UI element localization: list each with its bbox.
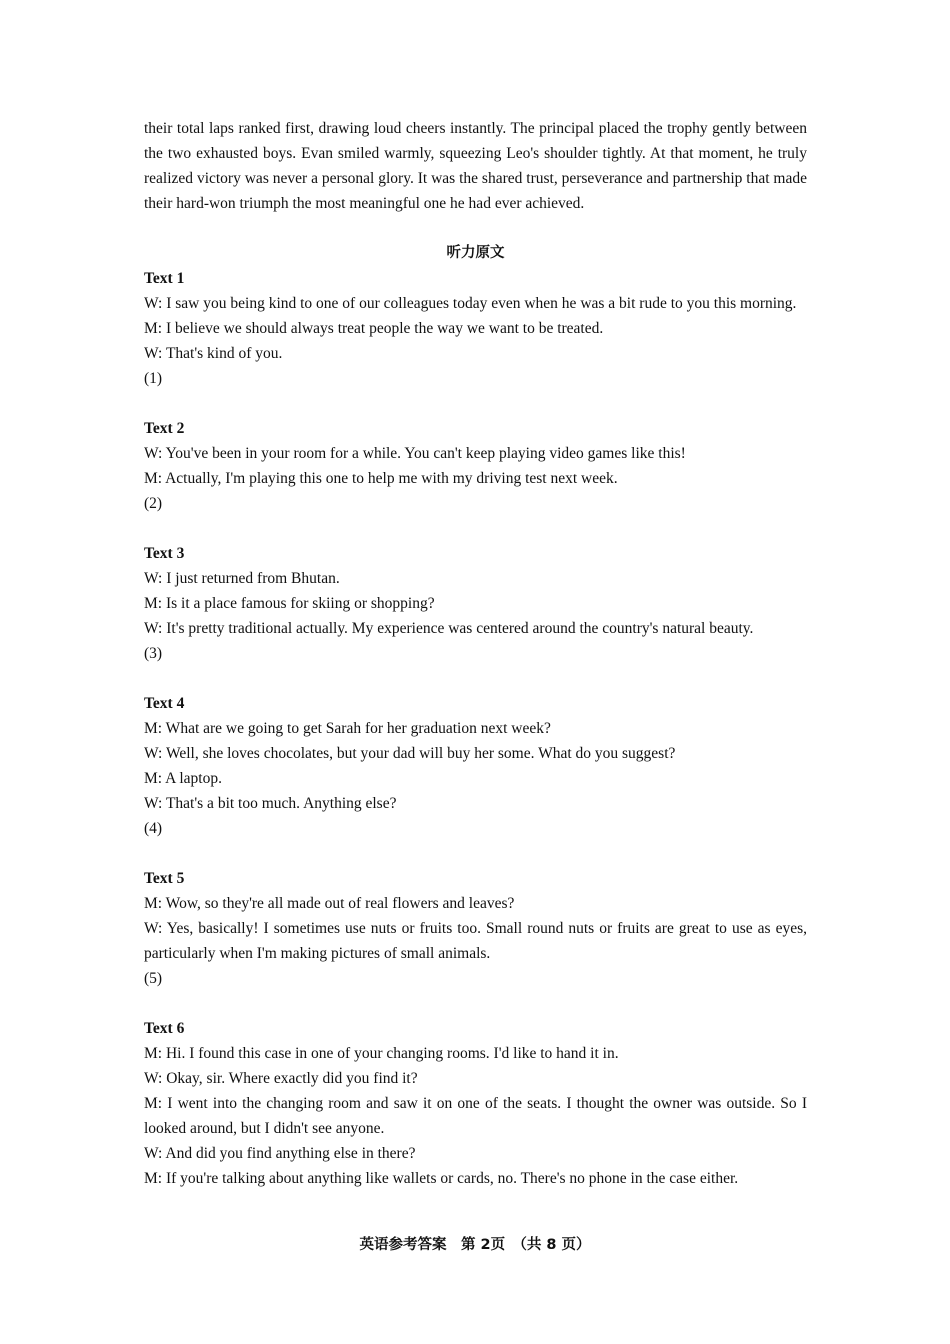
page-footer: 英语参考答案 第 2页 （共 8 页） bbox=[359, 1237, 591, 1253]
dialogue-line: M: Actually, I'm playing this one to help me with my driving test next week. bbox=[144, 470, 618, 487]
dialogue-line: W: That's kind of you. bbox=[144, 345, 283, 362]
question-number: (1) bbox=[144, 370, 163, 387]
dialogue-line: M: Hi. I found this case in one of your changing rooms. I'd like to hand it in. bbox=[144, 1045, 619, 1062]
dialogue-line: M: What are we going to get Sarah for her graduation next week? bbox=[144, 720, 551, 737]
text-6-heading: Text 6 bbox=[144, 1020, 185, 1037]
text-1-heading: Text 1 bbox=[144, 270, 185, 287]
dialogue-line: W: You've been in your room for a while. You can't keep playing video games like this! bbox=[144, 445, 686, 462]
dialogue-line: W: I saw you being kind to one of our colleagues today even when he was a bit rude to you this morning. bbox=[144, 295, 797, 312]
section-title: 听力原文 bbox=[446, 245, 505, 261]
question-number: (5) bbox=[144, 970, 163, 987]
text-5-block bbox=[144, 866, 807, 991]
intro-paragraph: their total laps ranked first, drawing loud cheers instantly. The principal placed the trophy gently between the two exhausted boys. Evan smiled warmly, squeezing Leo's shoulder tightly. At that moment, he truly realized victory was never a personal glory. It was the shared trust, perseverance and partnership that made their hard-won triumph the most meaningful one he had ever achieved. bbox=[144, 120, 807, 212]
text-2-heading: Text 2 bbox=[144, 420, 185, 437]
text-4-heading: Text 4 bbox=[144, 695, 185, 712]
question-number: (2) bbox=[144, 495, 163, 512]
text-3-block bbox=[144, 541, 807, 666]
dialogue-line: M: Is it a place famous for skiing or shopping? bbox=[144, 595, 435, 612]
dialogue-line: W: I just returned from Bhutan. bbox=[144, 570, 340, 587]
text-1-block bbox=[144, 266, 807, 391]
document-page bbox=[144, 116, 807, 1216]
dialogue-line: W: Well, she loves chocolates, but your dad will buy her some. What do you suggest? bbox=[144, 745, 676, 762]
dialogue-line: W: It's pretty traditional actually. My experience was centered around the country's natural beauty. bbox=[144, 620, 754, 637]
text-2-block bbox=[144, 416, 807, 516]
dialogue-line: W: Yes, basically! I sometimes use nuts or fruits too. Small round nuts or fruits are great to use as eyes, particularly when I'm making pictures of small animals. bbox=[144, 920, 807, 962]
dialogue-line: M: A laptop. bbox=[144, 770, 222, 787]
question-number: (4) bbox=[144, 820, 163, 837]
question-number: (3) bbox=[144, 645, 163, 662]
dialogue-line: W: And did you find anything else in there? bbox=[144, 1145, 416, 1162]
dialogue-line: W: Okay, sir. Where exactly did you find it? bbox=[144, 1070, 418, 1087]
text-4-block bbox=[144, 691, 807, 841]
dialogue-line: M: I believe we should always treat people the way we want to be treated. bbox=[144, 320, 604, 337]
dialogue-line: M: Wow, so they're all made out of real flowers and leaves? bbox=[144, 895, 515, 912]
text-3-heading: Text 3 bbox=[144, 545, 185, 562]
text-5-heading: Text 5 bbox=[144, 870, 185, 887]
dialogue-line: M: I went into the changing room and saw it on one of the seats. I thought the owner was outside. So I looked around, but I didn't see anyone. bbox=[144, 1095, 807, 1137]
text-6-block bbox=[144, 1016, 807, 1191]
dialogue-line: M: If you're talking about anything like wallets or cards, no. There's no phone in the case either. bbox=[144, 1170, 739, 1187]
dialogue-line: W: That's a bit too much. Anything else? bbox=[144, 795, 397, 812]
